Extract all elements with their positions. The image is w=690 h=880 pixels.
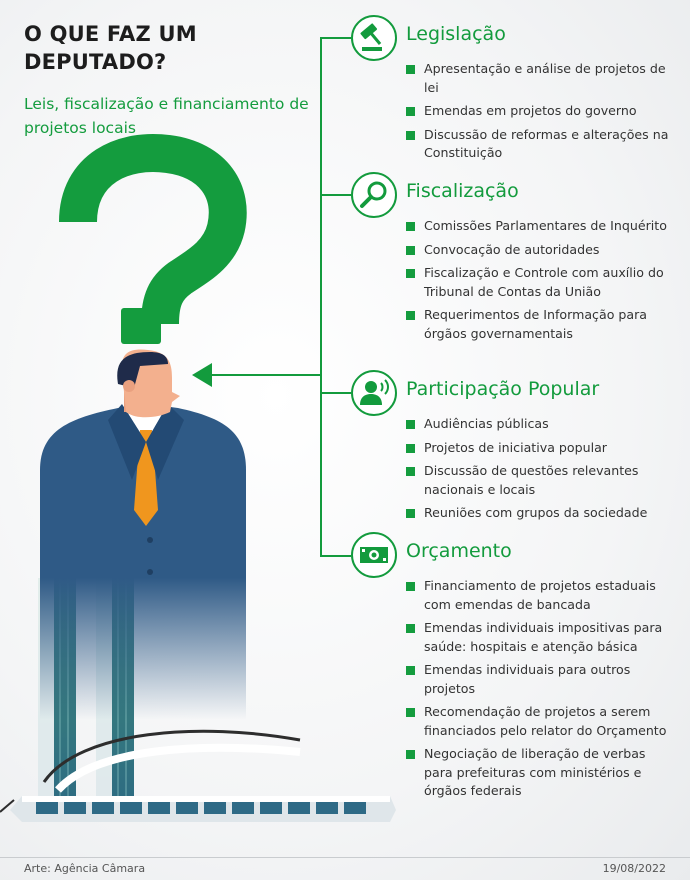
bullet-square [406, 467, 415, 476]
section-title-orcamento: Orçamento [406, 540, 512, 562]
bullet-square [406, 311, 415, 320]
page-subtitle: Leis, fiscalização e financiamento de projetos locais [24, 95, 309, 137]
bullet-square [406, 107, 415, 116]
list-item: Apresentação e análise de projetos de lei [406, 60, 678, 97]
bullet-square [406, 65, 415, 74]
list-item: Convocação de autoridades [406, 241, 678, 260]
list-item: Fiscalização e Controle com auxílio do Tribunal de Contas da União [406, 264, 678, 301]
list-item: Recomendação de projetos a serem financiados pelo relator do Orçamento [406, 703, 678, 740]
list-item: Negociação de liberação de verbas para prefeituras com ministérios e órgãos federais [406, 745, 678, 801]
speaking-person-icon [350, 369, 398, 417]
footer-credit: Arte: Agência Câmara [24, 862, 146, 875]
footer-date: 19/08/2022 [602, 862, 666, 875]
gavel-icon [350, 14, 398, 62]
legislacao-list [406, 60, 678, 168]
bullet-square [406, 269, 415, 278]
bullet-square [406, 246, 415, 255]
page-title: O QUE FAZ UM DEPUTADO? [24, 22, 197, 74]
list-item: Audiências públicas [406, 415, 678, 434]
section-title-fiscalizacao: Fiscalização [406, 180, 519, 202]
orcamento-list [406, 577, 678, 806]
bullet-square [406, 420, 415, 429]
list-item: Financiamento de projetos estaduais com emendas de bancada [406, 577, 678, 614]
section-title-legislacao: Legislação [406, 23, 506, 45]
bullet-square [406, 624, 415, 633]
bullet-square [406, 666, 415, 675]
list-item: Discussão de reformas e alterações na Constituição [406, 126, 678, 163]
list-item: Requerimentos de Informação para órgãos governamentais [406, 306, 678, 343]
magnifier-icon [350, 171, 398, 219]
bullet-square [406, 708, 415, 717]
fiscalizacao-list [406, 217, 678, 348]
list-item: Emendas individuais para outros projetos [406, 661, 678, 698]
list-item: Projetos de iniciativa popular [406, 439, 678, 458]
bullet-square [406, 222, 415, 231]
bullet-square [406, 582, 415, 591]
banknote-icon [350, 531, 398, 579]
list-item: Comissões Parlamentares de Inquérito [406, 217, 678, 236]
list-item: Discussão de questões relevantes nacionais e locais [406, 462, 678, 499]
list-item: Emendas em projetos do governo [406, 102, 678, 121]
list-item: Emendas individuais impositivas para saúde: hospitais e atenção básica [406, 619, 678, 656]
footer-divider [0, 857, 690, 858]
participacao-list [406, 415, 678, 528]
question-mark-icon [78, 153, 228, 344]
deputy-figure [40, 350, 246, 720]
bullet-square [406, 131, 415, 140]
bullet-square [406, 444, 415, 453]
bullet-square [406, 750, 415, 759]
list-item: Reuniões com grupos da sociedade [406, 504, 678, 523]
pointer-arrow-icon [192, 363, 212, 387]
bullet-square [406, 509, 415, 518]
section-title-participacao-popular: Participação Popular [406, 378, 600, 400]
